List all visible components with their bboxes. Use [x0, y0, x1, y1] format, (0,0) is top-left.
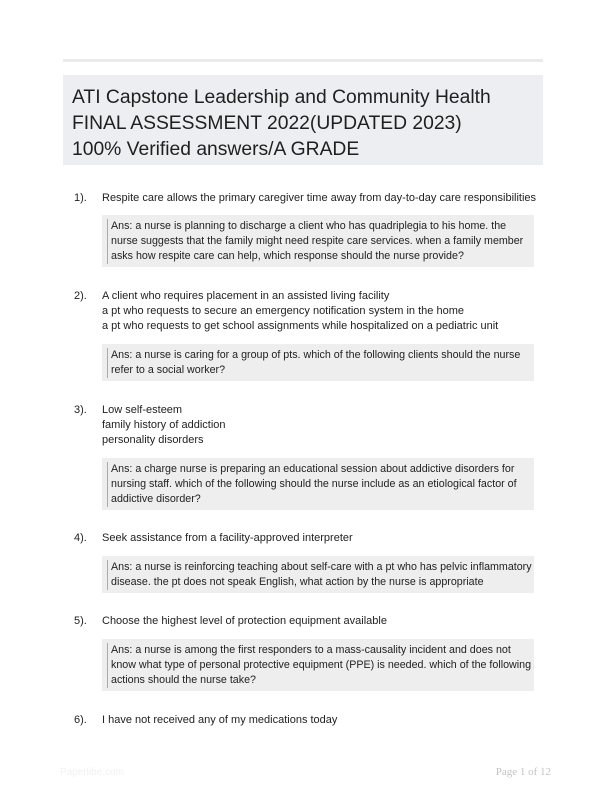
question-line: A client who requires placement in an assisted living facility	[102, 290, 390, 302]
top-divider	[63, 59, 543, 62]
page-indicator: Page 1 of 12	[495, 766, 551, 778]
document-title-line: ATI Capstone Leadership and Community Health	[72, 87, 491, 108]
question-line: I have not received any of my medications today	[102, 714, 338, 726]
document-title-line: FINAL ASSESSMENT 2022(UPDATED 2023)	[72, 113, 462, 134]
question-text	[102, 289, 536, 334]
answer-text	[107, 462, 528, 507]
question-text	[102, 403, 536, 448]
question-number: 3).	[74, 404, 87, 416]
answer-line: Ans: a nurse is planning to discharge a client who has quadriplegia to his home. the	[111, 220, 507, 232]
question-text	[102, 531, 536, 546]
answer-text	[107, 348, 528, 378]
answer-line: nurse suggests that the family might need respite care services. when a family member	[111, 235, 524, 247]
question-line: a pt who requests to secure an emergency notification system in the home	[102, 305, 464, 317]
document-title-block	[63, 75, 543, 165]
question-number: 1).	[74, 192, 87, 204]
question-line: Respite care allows the primary caregiver time away from day-to-day care responsibilities	[102, 192, 537, 204]
answer-text	[107, 219, 528, 264]
watermark-text: Paperlibe.com	[60, 767, 124, 778]
answer-box	[102, 344, 534, 381]
question-text	[102, 191, 536, 206]
answer-box	[102, 458, 534, 510]
answer-line: addictive disorder?	[111, 493, 201, 505]
question-line: Choose the highest level of protection equipment available	[102, 615, 387, 627]
question-line: a pt who requests to get school assignments while hospitalized on a pediatric unit	[102, 320, 499, 332]
answer-line: actions should the nurse take?	[111, 674, 256, 686]
question-text	[102, 614, 536, 629]
answer-box	[102, 639, 534, 691]
question-number: 2).	[74, 290, 87, 302]
question-line: family history of addiction	[102, 419, 226, 431]
answer-line: refer to a social worker?	[111, 364, 226, 376]
answer-line: asks how respite care can help, which response should the nurse provide?	[111, 250, 464, 262]
answer-line: nursing staff. which of the following should the nurse include as an etiological factor of	[111, 478, 517, 490]
answer-line: know what type of personal protective equipment (PPE) is needed. which of the following	[111, 659, 532, 671]
answer-line: Ans: a nurse is reinforcing teaching about self-care with a pt who has pelvic inflammatory	[111, 561, 532, 573]
question-number: 6).	[74, 714, 87, 726]
answer-text	[107, 643, 532, 688]
answer-line: Ans: a nurse is caring for a group of pts. which of the following clients should the nurse	[111, 349, 521, 361]
document-title-line: 100% Verified answers/A GRADE	[72, 139, 360, 160]
answer-line: Ans: a nurse is among the first responders to a mass-causality incident and does not	[111, 644, 511, 656]
answer-line: Ans: a charge nurse is preparing an educational session about addictive disorders for	[111, 463, 515, 475]
answer-box	[102, 556, 534, 593]
question-number: 4).	[74, 532, 87, 544]
question-line: personality disorders	[102, 434, 204, 446]
question-line: Seek assistance from a facility-approved interpreter	[102, 532, 353, 544]
answer-line: disease. the pt does not speak English, what action by the nurse is appropriate	[111, 576, 484, 588]
answer-text	[107, 560, 532, 590]
question-text	[102, 713, 536, 728]
question-line: Low self-esteem	[102, 404, 183, 416]
question-number: 5).	[74, 615, 87, 627]
answer-box	[102, 215, 534, 267]
